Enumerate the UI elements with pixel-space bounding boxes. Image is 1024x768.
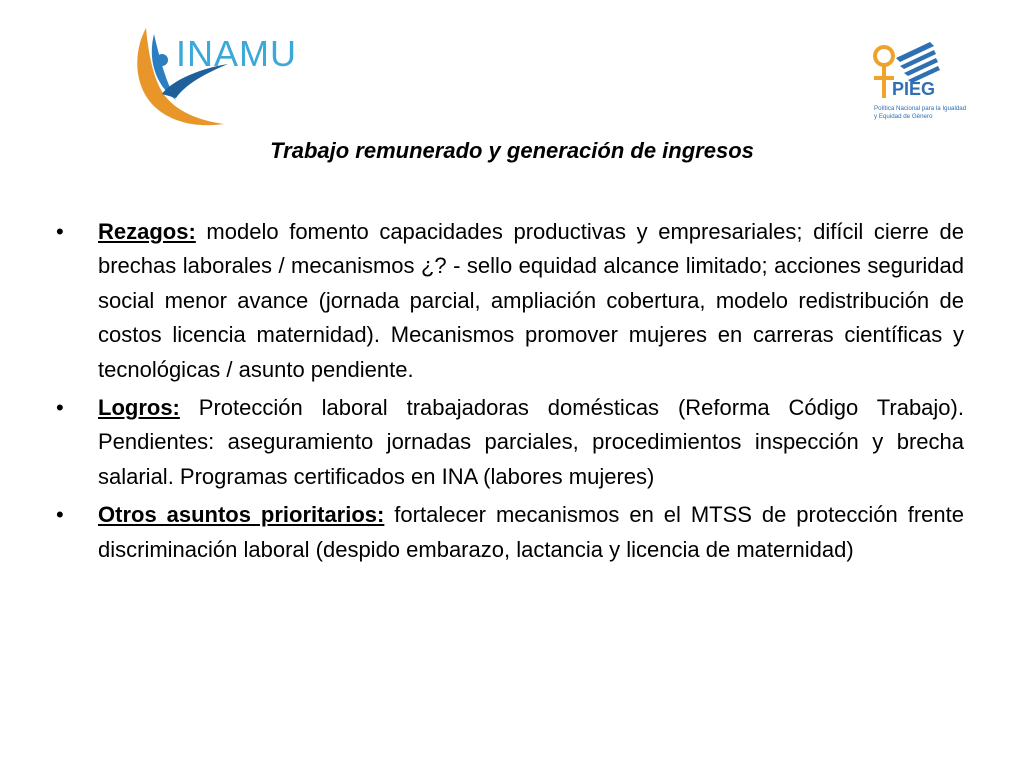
bullet-label: Logros: <box>98 395 180 421</box>
pieg-logo-text: PIEG <box>892 79 936 99</box>
inamu-logo <box>132 24 322 129</box>
bullet-label: Rezagos: <box>98 219 196 244</box>
bullet-item-logros <box>56 391 964 494</box>
pieg-logo-subtitle-2: y Equidad de Género <box>874 113 933 120</box>
inamu-logo-text: INAMU <box>176 33 297 74</box>
pieg-logo <box>866 38 988 128</box>
inamu-logo-dot <box>156 54 168 66</box>
bullet-label: Otros asuntos prioritarios: <box>98 502 385 528</box>
bullet-list <box>56 215 964 571</box>
bullet-dot-icon: • <box>56 395 64 421</box>
pieg-logo-stripes <box>896 42 940 83</box>
bullet-text: Protección laboral trabajadoras domésticas (Reforma Código Trabajo). Pendientes: aseguramiento jornadas parciales, procedimientos inspección y brecha salarial. Programas certificados en INA (labores mujeres) <box>98 395 964 489</box>
bullet-dot-icon: • <box>56 502 64 528</box>
bullet-text: fortalecer mecanismos en el MTSS de protección frente discriminación laboral (despido embarazo, lactancia y licencia de maternidad) <box>98 502 964 562</box>
pieg-logo-subtitle-1: Política Nacional para la Igualdad <box>874 105 967 112</box>
bullet-item-rezagos <box>56 215 964 387</box>
pieg-logo-figure <box>874 47 894 98</box>
bullet-text: modelo fomento capacidades productivas y empresariales; difícil cierre de brechas laborales / mecanismos ¿? - sello equidad alcance limitado; acciones seguridad social menor avance (jornada parcial, ampliación cobertura, modelo redistribución de costos licencia maternidad). Mecanismos promover mujeres en carreras científicas y tecnológicas / asunto pendiente. <box>98 219 964 382</box>
slide-title: Trabajo remunerado y generación de ingresos <box>270 138 754 163</box>
bullet-item-otros-asuntos <box>56 498 964 567</box>
bullet-dot-icon: • <box>56 219 64 244</box>
